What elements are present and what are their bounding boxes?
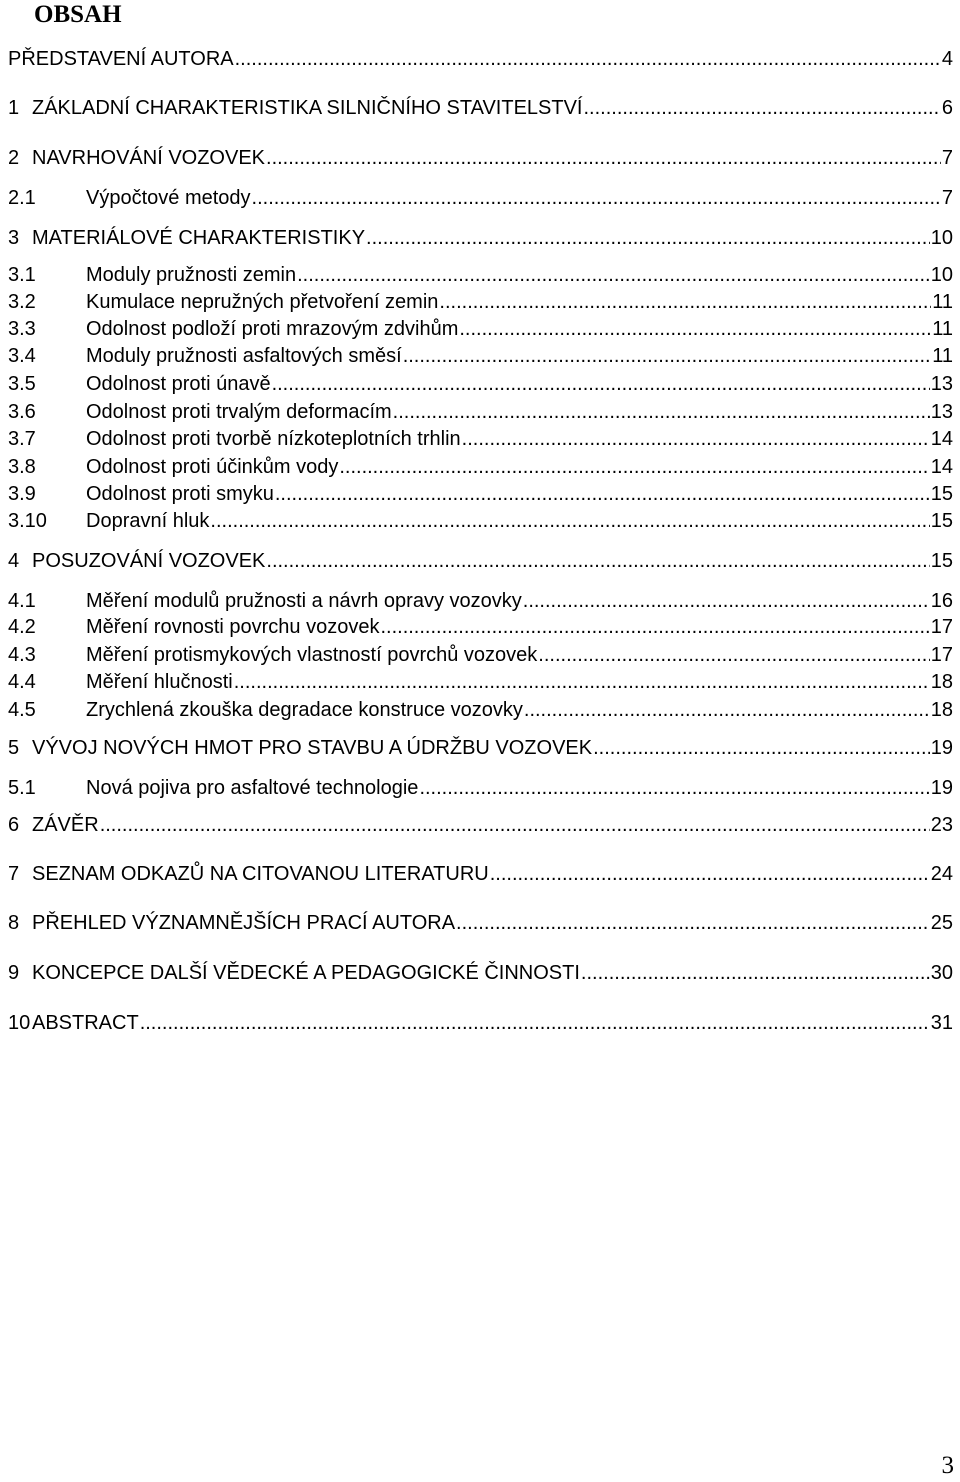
toc-entry-page: 13 — [930, 401, 953, 423]
toc-entry-page: 10 — [930, 264, 953, 286]
toc-dot-leader — [538, 642, 929, 668]
toc-entry-title: ZÁVĚR — [32, 814, 99, 836]
toc-entry[interactable] — [8, 812, 953, 838]
toc-entry-number: 3.6 — [8, 401, 36, 423]
toc-entry-page: 18 — [930, 699, 953, 721]
toc-dot-leader — [490, 861, 930, 887]
toc-entry-number: 4.1 — [8, 590, 36, 612]
toc-entry-title: ZÁKLADNÍ CHARAKTERISTIKA SILNIČNÍHO STAVITELSTVÍ — [32, 97, 583, 119]
toc-entry-title: KONCEPCE DALŠÍ VĚDECKÉ A PEDAGOGICKÉ ČINNOSTI — [32, 962, 580, 984]
toc-entry[interactable] — [8, 371, 953, 397]
toc-entry[interactable] — [8, 145, 953, 171]
toc-entry-page: 19 — [930, 737, 953, 759]
toc-entry[interactable] — [8, 225, 953, 251]
toc-entry-number: 3.1 — [8, 264, 36, 286]
toc-entry-number: 7 — [8, 863, 20, 885]
toc-entry-number: 5 — [8, 737, 20, 759]
toc-entry[interactable] — [8, 642, 953, 668]
toc-entry-page: 4 — [941, 48, 953, 70]
toc-entry[interactable] — [8, 343, 953, 369]
toc-entry-number: 4.2 — [8, 616, 36, 638]
toc-entry-number: 3 — [8, 227, 20, 249]
toc-entry-page: 15 — [930, 550, 953, 572]
toc-dot-leader — [235, 46, 941, 72]
toc-entry-number: 4 — [8, 550, 20, 572]
toc-entry-number: 4.4 — [8, 671, 36, 693]
toc-entry-page: 13 — [930, 373, 953, 395]
toc-entry-title: Odolnost proti únavě — [86, 373, 271, 395]
toc-entry-title: Kumulace nepružných přetvoření zemin — [86, 291, 439, 313]
toc-dot-leader — [100, 812, 930, 838]
toc-dot-leader — [266, 145, 941, 171]
toc-entry-title: MATERIÁLOVÉ CHARAKTERISTIKY — [32, 227, 366, 249]
toc-entry-page: 10 — [930, 227, 953, 249]
toc-entry[interactable] — [8, 697, 953, 723]
toc-entry-page: 23 — [930, 814, 953, 836]
toc-entry-page: 14 — [930, 456, 953, 478]
toc-entry-page: 19 — [930, 777, 953, 799]
toc-entry[interactable] — [8, 399, 953, 425]
toc-entry-title: Odolnost proti účinkům vody — [86, 456, 339, 478]
toc-entry-page: 25 — [930, 912, 953, 934]
toc-entry-title: Měření modulů pružnosti a návrh opravy vozovky — [86, 590, 522, 612]
toc-dot-leader — [393, 399, 930, 425]
toc-entry-page: 11 — [932, 291, 953, 313]
toc-dot-leader — [366, 225, 930, 251]
toc-dot-leader — [462, 426, 930, 452]
toc-entry[interactable] — [8, 588, 953, 614]
toc-entry-page: 30 — [930, 962, 953, 984]
toc-entry-page: 7 — [941, 147, 953, 169]
toc-dot-leader — [234, 669, 930, 695]
toc-entry-page: 16 — [930, 590, 953, 612]
toc-entry-number: 10 — [8, 1012, 31, 1034]
toc-entry-page: 14 — [930, 428, 953, 450]
toc-dot-leader — [339, 454, 929, 480]
toc-entry-page: 11 — [932, 345, 953, 367]
toc-entry-page: 7 — [941, 187, 953, 209]
toc-entry-number: 3.5 — [8, 373, 36, 395]
toc-dot-leader — [419, 775, 929, 801]
toc-dot-leader — [584, 95, 941, 121]
toc-entry-number: 4.5 — [8, 699, 36, 721]
toc-entry-title: Odolnost podloží proti mrazovým zdvihům — [86, 318, 459, 340]
toc-entry-number: 3.9 — [8, 483, 36, 505]
toc-dot-leader — [523, 588, 930, 614]
toc-entry[interactable] — [8, 46, 953, 72]
toc-entry[interactable] — [8, 910, 953, 936]
toc-dot-leader — [593, 735, 930, 761]
toc-entry-number: 2.1 — [8, 187, 36, 209]
toc-entry[interactable] — [8, 614, 953, 640]
toc-entry-title: Měření protismykových vlastností povrchů vozovek — [86, 644, 538, 666]
toc-entry[interactable] — [8, 669, 953, 695]
toc-entry-title: SEZNAM ODKAZŮ NA CITOVANOU LITERATURU — [32, 863, 489, 885]
toc-dot-leader — [380, 614, 929, 640]
toc-entry-number: 3.8 — [8, 456, 36, 478]
toc-entry-number: 8 — [8, 912, 20, 934]
toc-entry-title: Odolnost proti smyku — [86, 483, 274, 505]
toc-entry-page: 15 — [930, 483, 953, 505]
toc-entry-number: 2 — [8, 147, 20, 169]
toc-entry[interactable] — [8, 262, 953, 288]
toc-entry-title: VÝVOJ NOVÝCH HMOT PRO STAVBU A ÚDRŽBU VOZOVEK — [32, 737, 593, 759]
toc-dot-leader — [297, 262, 930, 288]
toc-entry-page: 17 — [930, 616, 953, 638]
toc-entry[interactable] — [8, 735, 953, 761]
toc-entry-title: PŘEDSTAVENÍ AUTORA — [8, 48, 234, 70]
toc-entry-page: 15 — [930, 510, 953, 532]
toc-entry[interactable] — [8, 861, 953, 887]
toc-dot-leader — [581, 960, 930, 986]
toc-dot-leader — [272, 371, 930, 397]
toc-entry-page: 11 — [932, 318, 953, 340]
toc-entry-number: 9 — [8, 962, 20, 984]
toc-entry[interactable] — [8, 289, 953, 315]
toc-entry-page: 24 — [930, 863, 953, 885]
toc-entry-title: Měření rovnosti povrchu vozovek — [86, 616, 380, 638]
toc-entry-title: Výpočtové metody — [86, 187, 251, 209]
toc-entry-number: 3.3 — [8, 318, 36, 340]
toc-entry-title: PŘEHLED VÝZNAMNĚJŠÍCH PRACÍ AUTORA — [32, 912, 456, 934]
toc-entry-title: Zrychlená zkouška degradace konstruce vozovky — [86, 699, 523, 721]
toc-dot-leader — [439, 289, 931, 315]
toc-entry-number: 3.2 — [8, 291, 36, 313]
toc-entry-title: ABSTRACT — [32, 1012, 139, 1034]
toc-entry-number: 3.10 — [8, 510, 47, 532]
toc-entry[interactable] — [8, 185, 953, 211]
toc-entry[interactable] — [8, 481, 953, 507]
toc-dot-leader — [459, 316, 931, 342]
toc-dot-leader — [210, 508, 929, 534]
toc-dot-leader — [403, 343, 932, 369]
toc-entry[interactable] — [8, 454, 953, 480]
toc-entry-number: 3.7 — [8, 428, 36, 450]
toc-entry-page: 6 — [941, 97, 953, 119]
page-title: OBSAH — [34, 1, 122, 28]
toc-dot-leader — [140, 1010, 930, 1036]
toc-entry-number: 1 — [8, 97, 20, 119]
toc-dot-leader — [275, 481, 930, 507]
toc-entry-title: Moduly pružnosti zemin — [86, 264, 297, 286]
page-number: 3 — [941, 1452, 954, 1479]
toc-entry-page: 18 — [930, 671, 953, 693]
toc-entry[interactable] — [8, 426, 953, 452]
toc-entry[interactable] — [8, 775, 953, 801]
toc-entry-page: 17 — [930, 644, 953, 666]
toc-entry-page: 31 — [930, 1012, 953, 1034]
toc-entry-number: 5.1 — [8, 777, 36, 799]
toc-entry-title: Odolnost proti tvorbě nízkoteplotních trhlin — [86, 428, 461, 450]
toc-entry-title: Dopravní hluk — [86, 510, 210, 532]
toc-entry-number: 4.3 — [8, 644, 36, 666]
toc-entry-title: Nová pojiva pro asfaltové technologie — [86, 777, 419, 799]
toc-entry-number: 3.4 — [8, 345, 36, 367]
toc-entry[interactable] — [8, 548, 953, 574]
toc-entry-title: Odolnost proti trvalým deformacím — [86, 401, 392, 423]
toc-dot-leader — [252, 185, 941, 211]
toc-entry[interactable] — [8, 1010, 953, 1036]
toc-dot-leader — [524, 697, 930, 723]
toc-entry[interactable] — [8, 95, 953, 121]
toc-entry-title: Měření hlučnosti — [86, 671, 233, 693]
toc-dot-leader — [456, 910, 930, 936]
toc-entry[interactable] — [8, 508, 953, 534]
toc-dot-leader — [266, 548, 929, 574]
toc-entry-title: Moduly pružnosti asfaltových směsí — [86, 345, 402, 367]
toc-entry-title: NAVRHOVÁNÍ VOZOVEK — [32, 147, 266, 169]
toc-entry-number: 6 — [8, 814, 20, 836]
toc-entry[interactable] — [8, 316, 953, 342]
toc-entry-title: POSUZOVÁNÍ VOZOVEK — [32, 550, 266, 572]
toc-entry[interactable] — [8, 960, 953, 986]
